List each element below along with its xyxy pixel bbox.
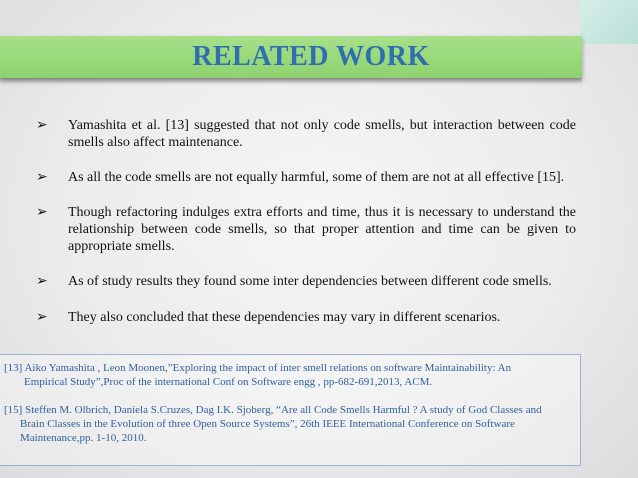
bullet-item (36, 169, 576, 186)
arrow-bullet-icon: ➢ (36, 170, 48, 185)
reference-line: Empirical Study”,Proc of the international Conf on Software engg , pp-682-691,2013, ACM. (24, 376, 433, 388)
title-bar (0, 36, 582, 78)
arrow-bullet-icon: ➢ (36, 118, 48, 133)
reference-13 (4, 361, 572, 389)
bullet-text: As of study results they found some inter dependencies between different code smells. (68, 274, 552, 289)
bullet-item (36, 309, 576, 326)
corner-accent (580, 0, 638, 44)
slide-title: RELATED WORK (192, 41, 430, 72)
bullet-text: Though refactoring indulges extra efforts and time, thus it is necessary to understand the relationship between code smells, so that proper attention and time can be given to appropriate smells. (68, 205, 576, 254)
bullet-text: Yamashita et al. [13] suggested that not only code smells, but interaction between code smells also affect maintenance. (68, 118, 576, 150)
reference-line: Brain Classes in the Evolution of three Open Source Systems”, 26th IEEE International Conference on Software (20, 418, 515, 430)
reference-line: [13] Aiko Yamashita , Leon Moonen,”Exploring the impact of inter smell relations on software Maintainability: An (4, 362, 512, 374)
references-box (0, 354, 581, 466)
bullet-item (36, 117, 576, 151)
bullet-list (36, 117, 576, 344)
arrow-bullet-icon: ➢ (36, 310, 48, 325)
bullet-item (36, 204, 576, 255)
reference-15 (4, 403, 572, 445)
arrow-bullet-icon: ➢ (36, 274, 48, 289)
bullet-text: They also concluded that these dependencies may vary in different scenarios. (68, 310, 501, 325)
arrow-bullet-icon: ➢ (36, 205, 48, 220)
reference-line: Maintenance,pp. 1-10, 2010. (20, 432, 147, 444)
bullet-text: As all the code smells are not equally harmful, some of them are not at all effective [15]. (68, 170, 565, 185)
reference-line: [15] Steffen M. Olbrich, Daniela S.Cruzes, Dag I.K. Sjoberg, “Are all Code Smells Harmful ? A study of God Classes and (4, 404, 542, 416)
bullet-item (36, 273, 576, 290)
